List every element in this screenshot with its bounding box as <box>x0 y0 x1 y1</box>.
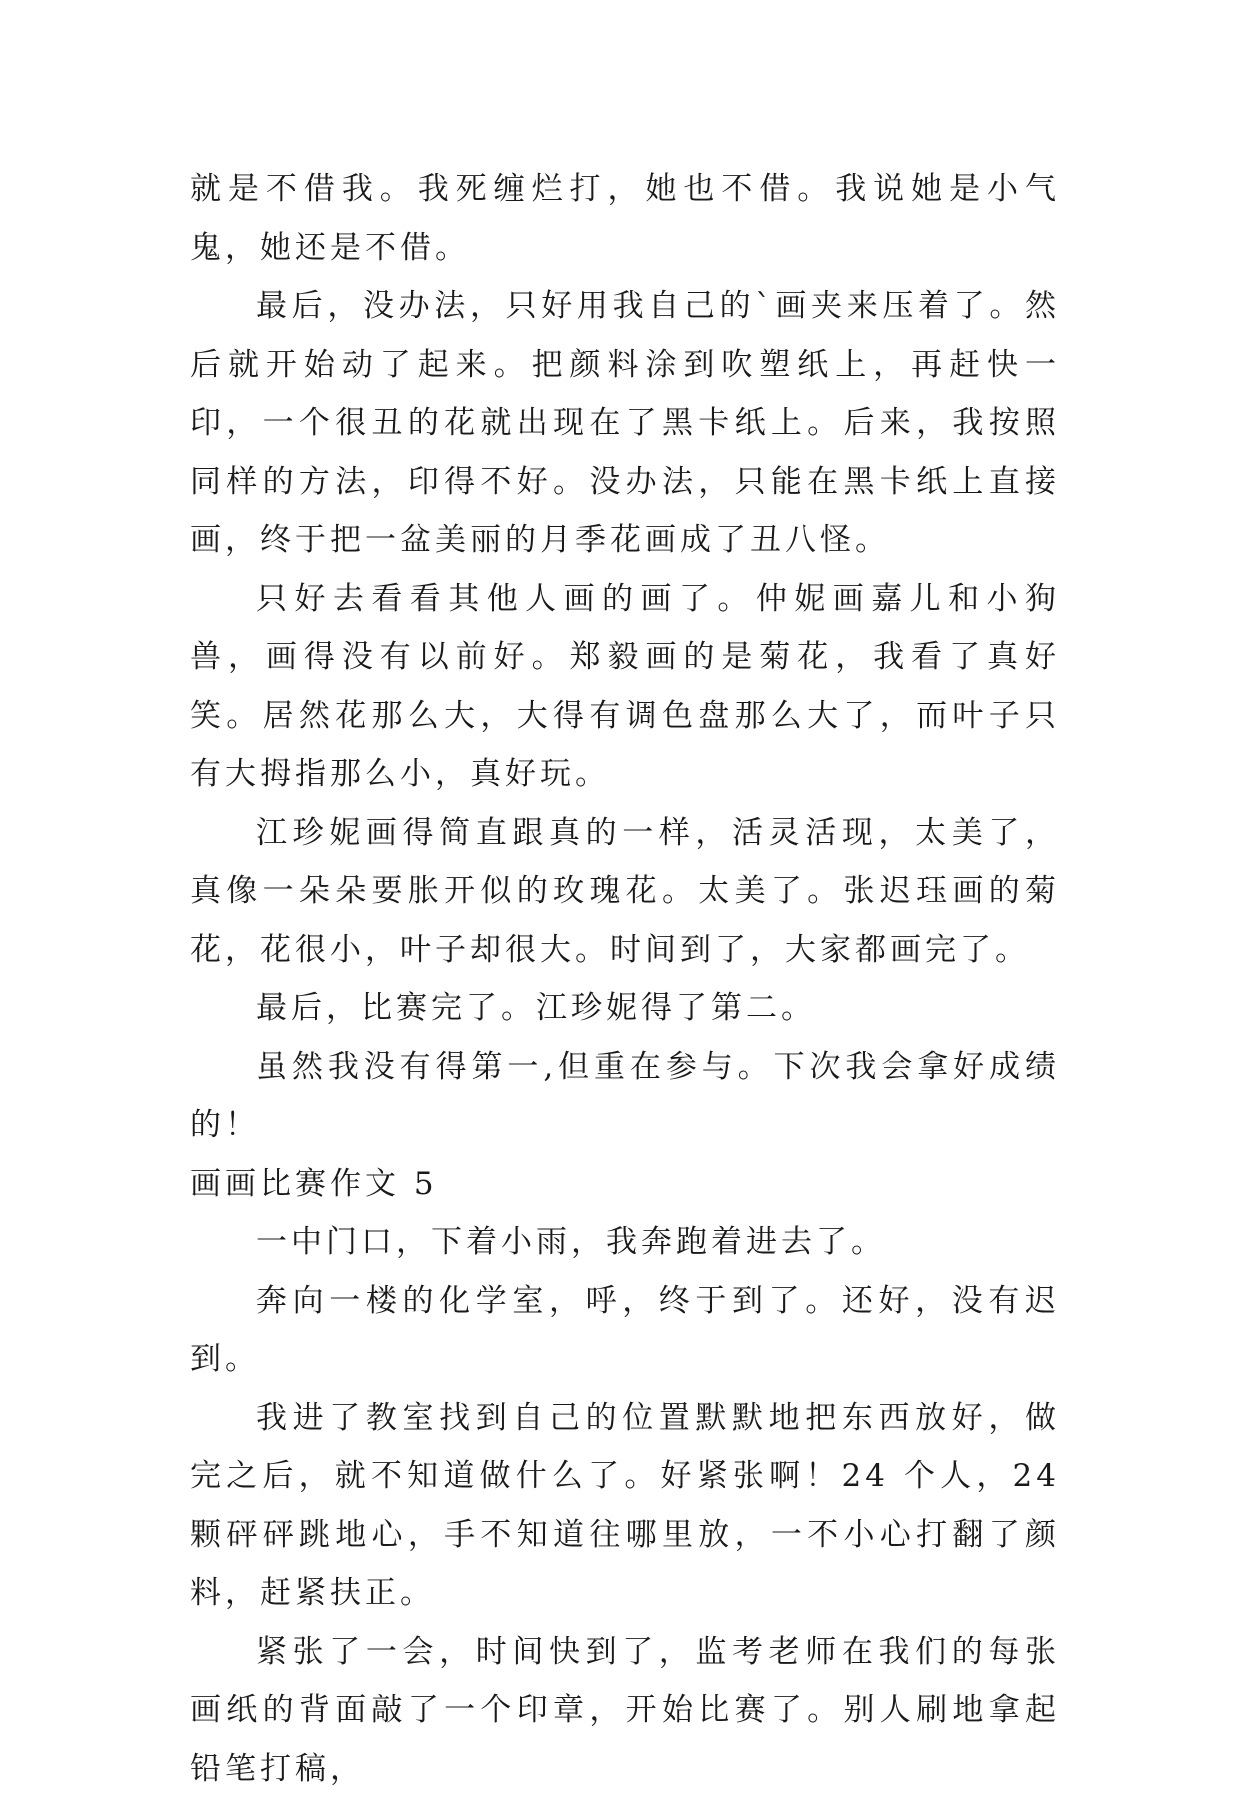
paragraph: 就是不借我。我死缠烂打，她也不借。我说她是小气鬼，她还是不借。 <box>190 160 1060 277</box>
paragraph: 最后，比赛完了。江珍妮得了第二。 <box>190 979 1060 1038</box>
paragraph: 最后，没办法，只好用我自己的`画夹来压着了。然后就开始动了起来。把颜料涂到吹塑纸上，再赶快一印，一个很丑的花就出现在了黑卡纸上。后来，我按照同样的方法，印得不好。没办法，只能在黑卡纸上直接画，终于把一盆美丽的月季花画成了丑八怪。 <box>190 277 1060 570</box>
paragraph: 只好去看看其他人画的画了。仲妮画嘉儿和小狗兽，画得没有以前好。郑毅画的是菊花，我看了真好笑。居然花那么大，大得有调色盘那么大了，而叶子只有大拇指那么小，真好玩。 <box>190 570 1060 804</box>
paragraph: 江珍妮画得简直跟真的一样，活灵活现，太美了，真像一朵朵要胀开似的玫瑰花。太美了。张迟珏画的菊花，花很小，叶子却很大。时间到了，大家都画完了。 <box>190 804 1060 980</box>
document-body <box>190 160 1060 1798</box>
paragraph: 紧张了一会，时间快到了，监考老师在我们的每张画纸的背面敲了一个印章，开始比赛了。别人刷地拿起铅笔打稿， <box>190 1623 1060 1798</box>
paragraph: 虽然我没有得第一,但重在参与。下次我会拿好成绩的！ <box>190 1038 1060 1155</box>
paragraph: 奔向一楼的化学室，呼，终于到了。还好，没有迟到。 <box>190 1272 1060 1389</box>
paragraph: 我进了教室找到自己的位置默默地把东西放好，做完之后，就不知道做什么了。好紧张啊！24 个人，24 颗砰砰跳地心，手不知道往哪里放，一不小心打翻了颜料，赶紧扶正。 <box>190 1389 1060 1623</box>
section-title: 画画比赛作文 5 <box>190 1155 1060 1214</box>
paragraph: 一中门口，下着小雨，我奔跑着进去了。 <box>190 1213 1060 1272</box>
